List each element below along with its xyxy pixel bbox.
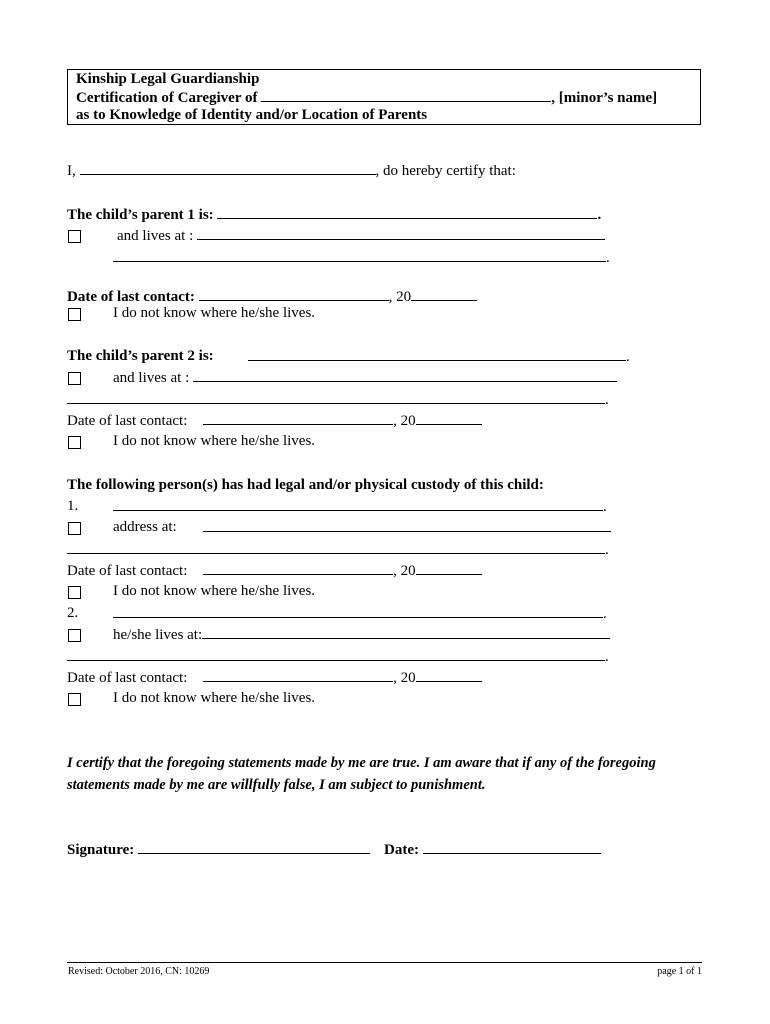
custody-person1-address-label: address at: — [113, 519, 177, 535]
parent2-year-field[interactable] — [416, 411, 482, 425]
period: . — [605, 392, 609, 408]
custody-person1-date-line — [67, 561, 482, 580]
parent2-name-line — [248, 347, 630, 366]
minor-name-hint: , [minor’s name] — [551, 90, 658, 106]
custody-person2-number: 2. — [67, 605, 79, 621]
parent2-address-line2 — [67, 390, 609, 409]
parent1-unknown-label: I do not know where he/she lives. — [113, 305, 316, 321]
parent1-date-label: Date of last contact: — [67, 289, 195, 305]
parent2-date-field[interactable] — [203, 411, 393, 425]
custody-person2-unknown-checkbox[interactable] — [68, 693, 81, 706]
form-subtitle-line2: as to Knowledge of Identity and/or Location of Parents — [76, 107, 428, 123]
year-prefix: , 20 — [393, 413, 416, 429]
year-prefix: , 20 — [393, 670, 416, 686]
intro-prefix: I, — [67, 163, 76, 179]
signature-date-field[interactable] — [423, 840, 601, 854]
custody-person2-address-line2 — [67, 647, 609, 666]
footer-page-number: page 1 of 1 — [657, 966, 702, 977]
period: . — [606, 250, 610, 266]
parent1-lives-line — [117, 226, 605, 245]
custody-person1-unknown-label: I do not know where he/she lives. — [113, 583, 316, 599]
period: . — [597, 207, 602, 223]
custody-person1-address-checkbox[interactable] — [68, 522, 81, 535]
parent2-lives-label: and lives at : — [113, 370, 190, 386]
signature-date-label: Date: — [384, 842, 419, 858]
parent1-date-field[interactable] — [199, 287, 389, 301]
custody-person2-lives-line — [113, 625, 610, 644]
custody-person2-date-line — [67, 668, 482, 687]
custody-person1-number: 1. — [67, 498, 79, 514]
footer-rule — [67, 962, 702, 963]
signature-line — [67, 840, 370, 859]
custody-person2-lives-checkbox[interactable] — [68, 629, 81, 642]
certification-line-1: I certify that the foregoing statements made by me are true. I am aware that if any of the foregoing — [67, 755, 656, 771]
form-header-box — [67, 69, 701, 125]
period: . — [603, 499, 607, 515]
parent1-address-line2 — [113, 248, 610, 267]
custody-person1-address-line2 — [67, 540, 609, 559]
custody-person2-unknown-label: I do not know where he/she lives. — [113, 690, 316, 706]
parent2-heading: The child’s parent 2 is: — [67, 348, 214, 364]
custody-person2-address-field[interactable] — [202, 625, 610, 639]
custody-person1-name-field[interactable] — [113, 497, 603, 511]
custody-person2-year-field[interactable] — [416, 668, 482, 682]
parent2-unknown-checkbox[interactable] — [68, 436, 81, 449]
signature-date-line — [384, 840, 601, 859]
parent2-heading-line — [67, 347, 214, 365]
custody-person2-address-field-2[interactable] — [67, 647, 605, 661]
parent1-lives-label: and lives at : — [117, 228, 194, 244]
parent1-name-field[interactable] — [217, 205, 597, 219]
parent1-address-field-2[interactable] — [113, 248, 606, 262]
certification-line-2: statements made by me are willfully false, I am subject to punishment. — [67, 777, 486, 793]
signature-field[interactable] — [138, 840, 370, 854]
parent1-lives-checkbox[interactable] — [68, 230, 81, 243]
custody-person2-name-field[interactable] — [113, 604, 603, 618]
minor-name-field[interactable] — [261, 88, 551, 102]
parent1-unknown-checkbox[interactable] — [68, 308, 81, 321]
intro-suffix: , do hereby certify that: — [375, 163, 516, 179]
certifier-name-field[interactable] — [80, 161, 376, 175]
parent1-address-field[interactable] — [197, 226, 605, 240]
period: . — [605, 542, 609, 558]
signature-label: Signature: — [67, 842, 135, 858]
footer-revised: Revised: October 2016, CN: 10269 — [68, 966, 210, 977]
parent2-lives-line — [113, 368, 617, 387]
year-prefix: , 20 — [388, 289, 412, 305]
parent1-heading: The child’s parent 1 is: — [67, 207, 214, 223]
custody-person1-unknown-checkbox[interactable] — [68, 586, 81, 599]
parent2-lives-checkbox[interactable] — [68, 372, 81, 385]
custody-person2-lives-label: he/she lives at: — [113, 627, 203, 643]
year-prefix: , 20 — [393, 563, 416, 579]
custody-person1-year-field[interactable] — [416, 561, 482, 575]
period: . — [605, 649, 609, 665]
parent1-year-field[interactable] — [411, 287, 477, 301]
form-subtitle-line — [76, 88, 657, 107]
parent2-date-line — [67, 411, 482, 430]
intro-line — [67, 161, 516, 180]
parent2-unknown-label: I do not know where he/she lives. — [113, 433, 316, 449]
parent2-address-field-2[interactable] — [67, 390, 605, 404]
custody-person2-name-line — [113, 604, 607, 623]
custody-person1-address-line — [203, 518, 611, 537]
custody-person1-address-field[interactable] — [203, 518, 611, 532]
period: . — [626, 349, 630, 365]
caregiver-label: Certification of Caregiver of — [76, 90, 258, 106]
custody-person1-date-field[interactable] — [203, 561, 393, 575]
custody-person1-address-field-2[interactable] — [67, 540, 605, 554]
custody-person2-date-label: Date of last contact: — [67, 670, 188, 686]
custody-person1-date-label: Date of last contact: — [67, 563, 188, 579]
custody-heading: The following person(s) has had legal and/or physical custody of this child: — [67, 477, 544, 493]
parent2-name-field[interactable] — [248, 347, 626, 361]
form-title: Kinship Legal Guardianship — [76, 71, 260, 87]
custody-person2-date-field[interactable] — [203, 668, 393, 682]
parent2-date-label: Date of last contact: — [67, 413, 188, 429]
parent2-address-field[interactable] — [193, 368, 617, 382]
custody-person1-name-line — [113, 497, 607, 516]
period: . — [603, 606, 607, 622]
parent1-heading-line — [67, 205, 601, 224]
